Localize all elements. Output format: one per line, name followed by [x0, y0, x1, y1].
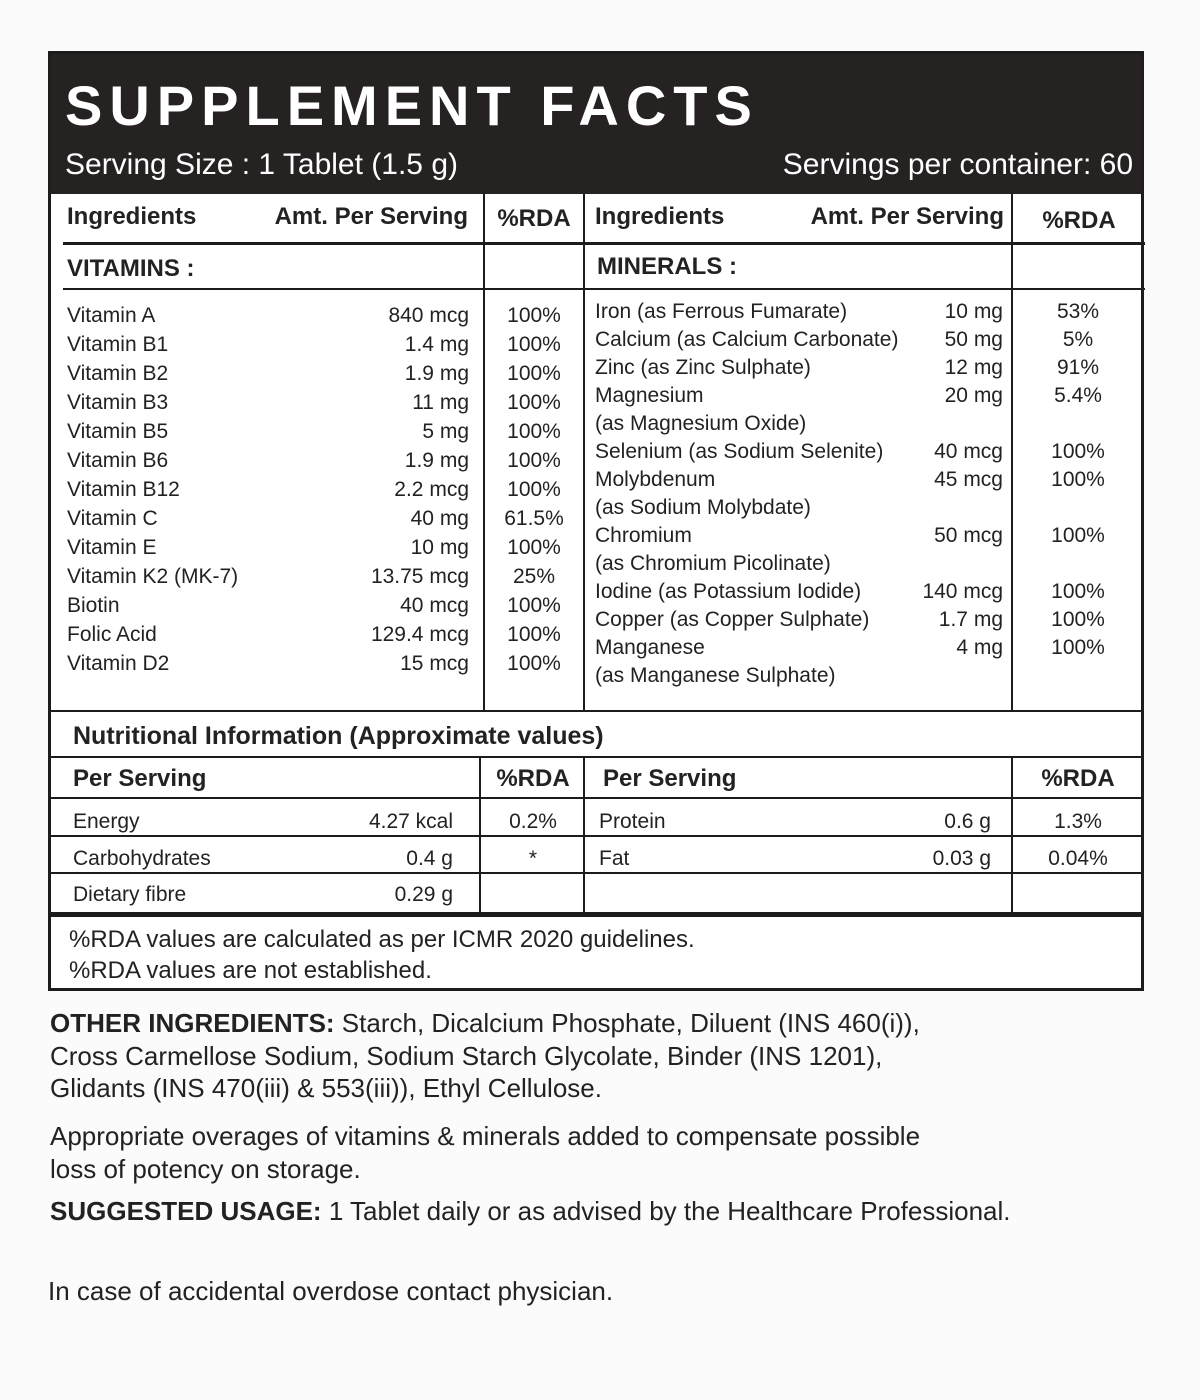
vitamin-row: [51, 360, 583, 389]
mineral-row: [583, 495, 1145, 523]
header-rule: [63, 242, 1145, 245]
other-ingredients-line-1: [50, 1007, 920, 1040]
minerals-list: [583, 299, 1145, 691]
vitamin-row: [51, 302, 583, 331]
vitamin-rda: 100%: [507, 449, 561, 472]
mineral-row: [583, 383, 1145, 411]
vitamin-row: [51, 621, 583, 650]
mineral-row: [583, 551, 1145, 579]
vitamin-amount: 40 mg: [410, 507, 469, 530]
mineral-rda: 91%: [1056, 356, 1100, 379]
vitamins-amount-header: Amt. Per Serving: [274, 203, 468, 230]
mineral-rda: 5%: [1062, 328, 1094, 351]
mineral-name: (as Magnesium Oxide): [595, 412, 807, 435]
supplement-facts-panel: [48, 51, 1144, 991]
mineral-rda: 100%: [1051, 524, 1105, 547]
overages-note: [50, 1120, 920, 1185]
mineral-name: Magnesium: [595, 384, 704, 407]
section-rule: [63, 288, 1145, 290]
nutrition-right-amount: 0.03 g: [932, 847, 991, 870]
header-band: [51, 54, 1141, 194]
vitamin-rda: 100%: [507, 333, 561, 356]
vitamin-row: [51, 592, 583, 621]
vitamin-rda: 100%: [507, 304, 561, 327]
nutrition-top-rule: [51, 710, 1141, 712]
nutrition-row-rule-1: [51, 835, 1141, 837]
mineral-rda: 53%: [1056, 300, 1100, 323]
mineral-row: [583, 355, 1145, 383]
mineral-rda: 5.4%: [1054, 384, 1102, 407]
nutrition-right-amount: 0.6 g: [944, 810, 991, 833]
vitamin-rda: 100%: [507, 420, 561, 443]
vitamins-ingredients-header: Ingredients: [67, 203, 197, 230]
vitamin-rda: 100%: [507, 362, 561, 385]
vitamin-rda: 100%: [507, 391, 561, 414]
nutrition-title-rule: [51, 756, 1141, 758]
footnote-2: %RDA values are not established.: [69, 957, 432, 984]
mineral-row: [583, 439, 1145, 467]
suggested-usage-text: 1 Tablet daily or as advised by the Healthcare Professional.: [321, 1196, 1011, 1226]
mineral-rda: 100%: [1051, 608, 1105, 631]
mineral-row: [583, 467, 1145, 495]
nutrition-left-name: Carbohydrates: [73, 847, 211, 870]
nutrition-left-rda: *: [528, 847, 538, 870]
nutrition-title: Nutritional Information (Approximate values): [73, 722, 604, 750]
mineral-amount: 1.7 mg: [938, 608, 1003, 631]
vitamin-amount: 15 mcg: [400, 652, 469, 675]
mineral-amount: 50 mg: [944, 328, 1003, 351]
vitamin-name: Vitamin B3: [67, 391, 169, 414]
serving-size: Serving Size : 1 Tablet (1.5 g): [65, 148, 458, 181]
nutrition-left-amount: 0.29 g: [394, 883, 453, 906]
nutrition-right-rda: 0.04%: [1048, 847, 1108, 870]
mineral-rda: 100%: [1051, 636, 1105, 659]
nutrition-left-rda: 0.2%: [509, 810, 557, 833]
mineral-amount: 140 mcg: [922, 580, 1003, 603]
mineral-amount: 40 mcg: [934, 440, 1003, 463]
mineral-name: Iodine (as Potassium Iodide): [595, 580, 862, 603]
vitamin-rda: 100%: [507, 478, 561, 501]
nutrition-left-amount: 0.4 g: [406, 847, 453, 870]
nutrition-right-rda: 1.3%: [1054, 810, 1102, 833]
footnote-1: %RDA values are calculated as per ICMR 2020 guidelines.: [69, 926, 695, 953]
nutrition-left-name: Dietary fibre: [73, 883, 187, 906]
vitamin-amount: 40 mcg: [400, 594, 469, 617]
mineral-name: Iron (as Ferrous Fumarate): [595, 300, 848, 323]
mineral-row: [583, 635, 1145, 663]
mineral-row: [583, 607, 1145, 635]
vitamin-amount: 1.4 mg: [404, 333, 469, 356]
vitamin-name: Vitamin B6: [67, 449, 169, 472]
vitamin-row: [51, 563, 583, 592]
vitamin-name: Folic Acid: [67, 623, 157, 646]
vitamin-row: [51, 389, 583, 418]
mineral-amount: 12 mg: [944, 356, 1003, 379]
vitamin-amount: 11 mg: [412, 391, 469, 414]
servings-per-container: Servings per container: 60: [782, 148, 1133, 181]
vitamin-amount: 1.9 mg: [404, 362, 469, 385]
vitamin-name: Vitamin C: [67, 507, 158, 530]
minerals-rda-header: %RDA: [1042, 207, 1116, 234]
mineral-row: [583, 299, 1145, 327]
minerals-heading: MINERALS :: [597, 253, 737, 280]
mineral-name: (as Chromium Picolinate): [595, 552, 831, 575]
vitamin-row: [51, 331, 583, 360]
vitamins-rda-header: %RDA: [497, 205, 571, 232]
nutrition-rda-right: %RDA: [1041, 765, 1115, 792]
mineral-name: Calcium (as Calcium Carbonate): [595, 328, 899, 351]
nutrition-rda-left: %RDA: [496, 765, 570, 792]
mineral-row: [583, 663, 1145, 691]
overages-line-2: loss of potency on storage.: [50, 1153, 361, 1184]
nutrition-right-name: Protein: [599, 810, 666, 833]
vitamin-name: Vitamin K2 (MK-7): [67, 565, 239, 588]
vitamin-amount: 5 mg: [422, 420, 469, 443]
vitamin-name: Biotin: [67, 594, 120, 617]
vitamin-name: Vitamin B12: [67, 478, 180, 501]
mineral-name: Copper (as Copper Sulphate): [595, 608, 870, 631]
vitamin-rda: 100%: [507, 594, 561, 617]
vitamin-rda: 100%: [507, 536, 561, 559]
other-ingredients-line-2: Cross Carmellose Sodium, Sodium Starch Glycolate, Binder (INS 1201),: [50, 1040, 883, 1071]
other-ingredients-label: OTHER INGREDIENTS:: [50, 1008, 335, 1038]
other-ingredients-line-3: Glidants (INS 470(iii) & 553(iii)), Ethyl Cellulose.: [50, 1073, 602, 1103]
minerals-amount-header: Amt. Per Serving: [810, 203, 1004, 230]
vitamin-amount: 129.4 mcg: [370, 623, 469, 646]
vitamins-list: [51, 302, 583, 679]
nutrition-left-name: Energy: [73, 810, 140, 833]
vitamin-row: [51, 534, 583, 563]
vitamin-rda: 100%: [507, 623, 561, 646]
mineral-rda: 100%: [1051, 468, 1105, 491]
mineral-name: Zinc (as Zinc Sulphate): [595, 356, 811, 379]
vitamins-heading: VITAMINS :: [67, 255, 195, 282]
vitamin-amount: 10 mg: [410, 536, 469, 559]
nutrition-left-amount: 4.27 kcal: [368, 810, 453, 833]
nutrition-per-serving-right: Per Serving: [603, 765, 737, 792]
vitamin-row: [51, 418, 583, 447]
mineral-rda: 100%: [1051, 440, 1105, 463]
mineral-amount: 20 mg: [944, 384, 1003, 407]
mineral-row: [583, 327, 1145, 355]
nutrition-per-serving-left: Per Serving: [73, 765, 207, 792]
overages-line-1: Appropriate overages of vitamins & minerals added to compensate possible: [50, 1121, 921, 1151]
mineral-amount: 4 mg: [956, 636, 1003, 659]
vitamin-name: Vitamin A: [67, 304, 156, 327]
vitamin-rda: 25%: [512, 565, 556, 588]
mineral-name: Chromium: [595, 524, 692, 547]
mineral-name: Molybdenum: [595, 468, 716, 491]
mineral-name: (as Manganese Sulphate): [595, 664, 836, 687]
mineral-rda: 100%: [1051, 580, 1105, 603]
vitamin-rda: 100%: [507, 652, 561, 675]
mineral-name: Selenium (as Sodium Selenite): [595, 440, 884, 463]
vitamin-name: Vitamin D2: [67, 652, 170, 675]
vitamin-name: Vitamin E: [67, 536, 157, 559]
mineral-amount: 10 mg: [944, 300, 1003, 323]
mineral-row: [583, 411, 1145, 439]
mineral-amount: 50 mcg: [934, 524, 1003, 547]
vitamin-row: [51, 650, 583, 679]
vitamin-amount: 1.9 mg: [404, 449, 469, 472]
minerals-ingredients-header: Ingredients: [595, 203, 725, 230]
other-ingredients: [50, 1007, 920, 1105]
vitamin-name: Vitamin B2: [67, 362, 169, 385]
nutrition-row-rule-2: [51, 872, 1141, 874]
nutrition-right-name: Fat: [599, 847, 630, 870]
vitamin-amount: 13.75 mcg: [370, 565, 469, 588]
vitamin-name: Vitamin B1: [67, 333, 169, 356]
overdose-warning: In case of accidental overdose contact physician.: [48, 1276, 614, 1306]
suggested-usage: [50, 1195, 1011, 1228]
vitamin-row: [51, 476, 583, 505]
vitamin-row: [51, 505, 583, 534]
other-ingredients-text-1: Starch, Dicalcium Phosphate, Diluent (INS 460(i)),: [334, 1008, 920, 1038]
nutrition-header-rule: [51, 797, 1141, 799]
mineral-amount: 45 mcg: [934, 468, 1003, 491]
vitamin-rda: 61.5%: [504, 507, 564, 530]
vitamin-amount: 840 mcg: [388, 304, 469, 327]
suggested-usage-label: SUGGESTED USAGE:: [50, 1196, 322, 1226]
vitamin-name: Vitamin B5: [67, 420, 169, 443]
mineral-row: [583, 523, 1145, 551]
mineral-row: [583, 579, 1145, 607]
vitamin-amount: 2.2 mcg: [394, 478, 469, 501]
mineral-name: Manganese: [595, 636, 705, 659]
mineral-name: (as Sodium Molybdate): [595, 496, 811, 519]
vitamin-row: [51, 447, 583, 476]
nutrition-bottom-rule: [51, 912, 1141, 917]
panel-title: SUPPLEMENT FACTS: [65, 74, 759, 137]
